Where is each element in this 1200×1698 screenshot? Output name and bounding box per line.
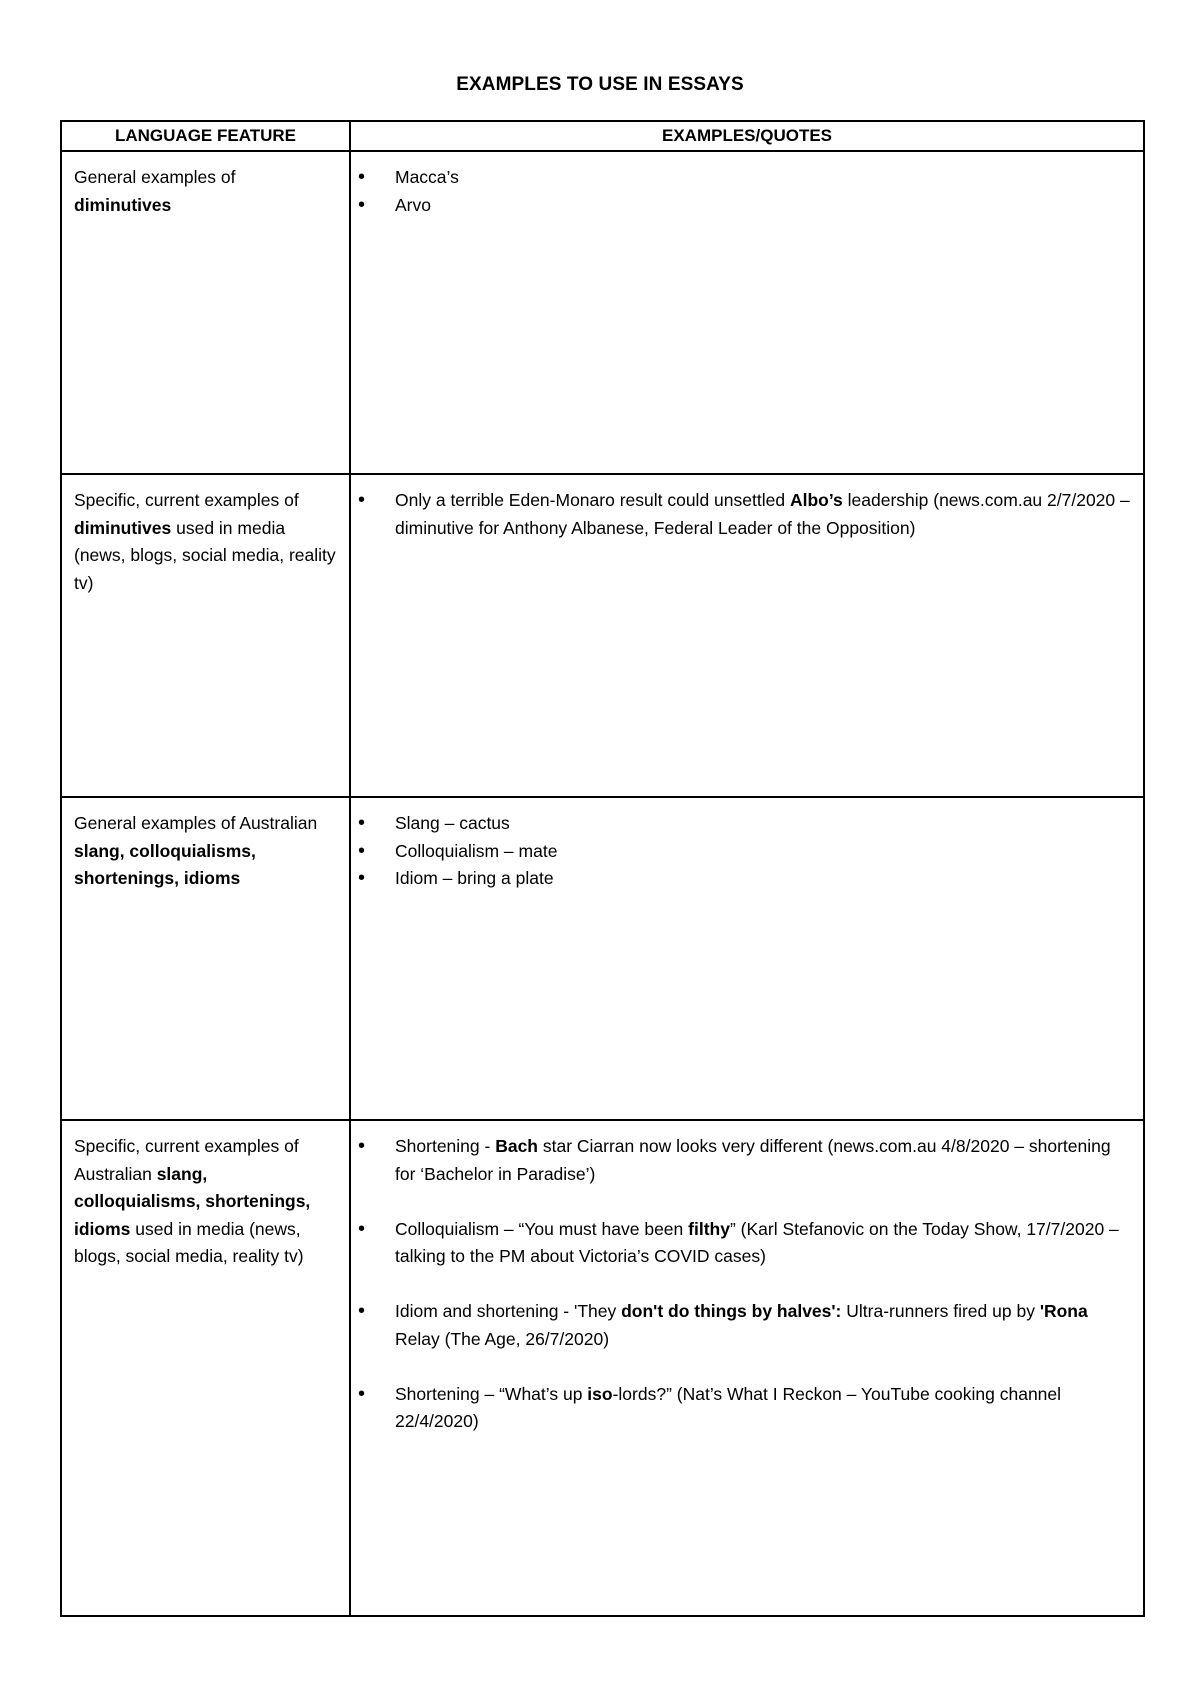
list-item: • Arvo <box>351 192 1133 220</box>
examples-cell <box>350 474 1144 797</box>
example-text: -lords?” (Nat’s What I Reckon – YouTube cooking channel 22/4/2020) <box>395 1383 1062 1431</box>
example-text: Only a terrible Eden-Monaro result could unsettled <box>395 490 790 510</box>
feature-keyword: diminutives <box>74 517 172 538</box>
document-title: EXAMPLES TO USE IN ESSAYS <box>456 74 744 95</box>
examples-list <box>351 1121 1143 1436</box>
feature-text: used in media (news, blogs, social media, reality tv) <box>74 1218 304 1266</box>
feature-text: used in media (news, blogs, social media, reality tv) <box>74 517 336 593</box>
examples-table <box>60 120 1145 1617</box>
feature-cell <box>61 1120 350 1616</box>
feature-cell <box>61 151 350 474</box>
list-item <box>351 1216 1133 1271</box>
list-item <box>351 487 1133 542</box>
feature-text: Specific, current examples of Australian <box>74 1136 299 1184</box>
feature-keyword: diminutives <box>74 194 172 215</box>
examples-list <box>351 798 1143 893</box>
example-text: Shortening - <box>395 1136 496 1156</box>
example-text: Relay (The Age, 26/7/2020) <box>395 1328 610 1349</box>
table-header-row <box>61 121 1144 151</box>
example-text: Colloquialism – “You must have been <box>395 1218 689 1239</box>
example-text: leadership (news.com.au 2/7/2020 – diminutive for Anthony Albanese, Federal Leader of the Opposition) <box>395 490 1130 538</box>
table-row <box>61 474 1144 797</box>
feature-description <box>62 1121 349 1271</box>
feature-description <box>62 152 349 219</box>
list-item: • Colloquialism – mate <box>351 838 1133 866</box>
example-text: ” (Karl Stefanovic on the Today Show, 17/7/2020 – talking to the PM about Victoria’s COVID cases) <box>395 1218 1119 1266</box>
table-row <box>61 797 1144 1120</box>
feature-text: General examples of Australian <box>74 813 318 833</box>
example-keyword: 'Rona <box>1039 1301 1088 1321</box>
example-text: Idiom and shortening - 'They <box>395 1301 622 1321</box>
example-text: Shortening – “What’s up <box>395 1383 588 1404</box>
feature-keyword: slang, colloquialisms, shortenings, idioms <box>74 840 256 888</box>
header-examples-quotes: EXAMPLES/QUOTES <box>350 121 1144 151</box>
example-keyword: filthy <box>688 1218 730 1239</box>
feature-keyword: slang, colloquialisms, shortenings, idioms <box>74 1163 311 1239</box>
example-keyword: Albo’s <box>789 490 843 510</box>
example-keyword: don't do things by halves': <box>621 1301 842 1321</box>
example-keyword: iso <box>587 1383 613 1404</box>
table-row <box>61 151 1144 474</box>
list-item: • Macca’s <box>351 164 1133 192</box>
list-item <box>351 1133 1133 1188</box>
examples-list <box>351 152 1143 219</box>
examples-list <box>351 475 1143 542</box>
list-item: • Idiom – bring a plate <box>351 865 1133 893</box>
example-text: star Ciarran now looks very different (news.com.au 4/8/2020 – shortening for ‘Bachelor in Paradise’) <box>395 1136 1111 1184</box>
examples-cell <box>350 1120 1144 1616</box>
list-item <box>351 1298 1133 1353</box>
feature-cell <box>61 474 350 797</box>
examples-cell <box>350 797 1144 1120</box>
header-language-feature: LANGUAGE FEATURE <box>61 121 350 151</box>
feature-cell <box>61 797 350 1120</box>
example-keyword: Bach <box>495 1136 538 1156</box>
examples-cell <box>350 151 1144 474</box>
table-row <box>61 1120 1144 1616</box>
feature-text: General examples of <box>74 167 236 187</box>
feature-description <box>62 798 349 893</box>
list-item: • Slang – cactus <box>351 810 1133 838</box>
feature-text: Specific, current examples of <box>74 490 299 510</box>
feature-description <box>62 475 349 597</box>
example-text: Ultra-runners fired up by <box>841 1301 1040 1321</box>
list-item <box>351 1381 1133 1436</box>
